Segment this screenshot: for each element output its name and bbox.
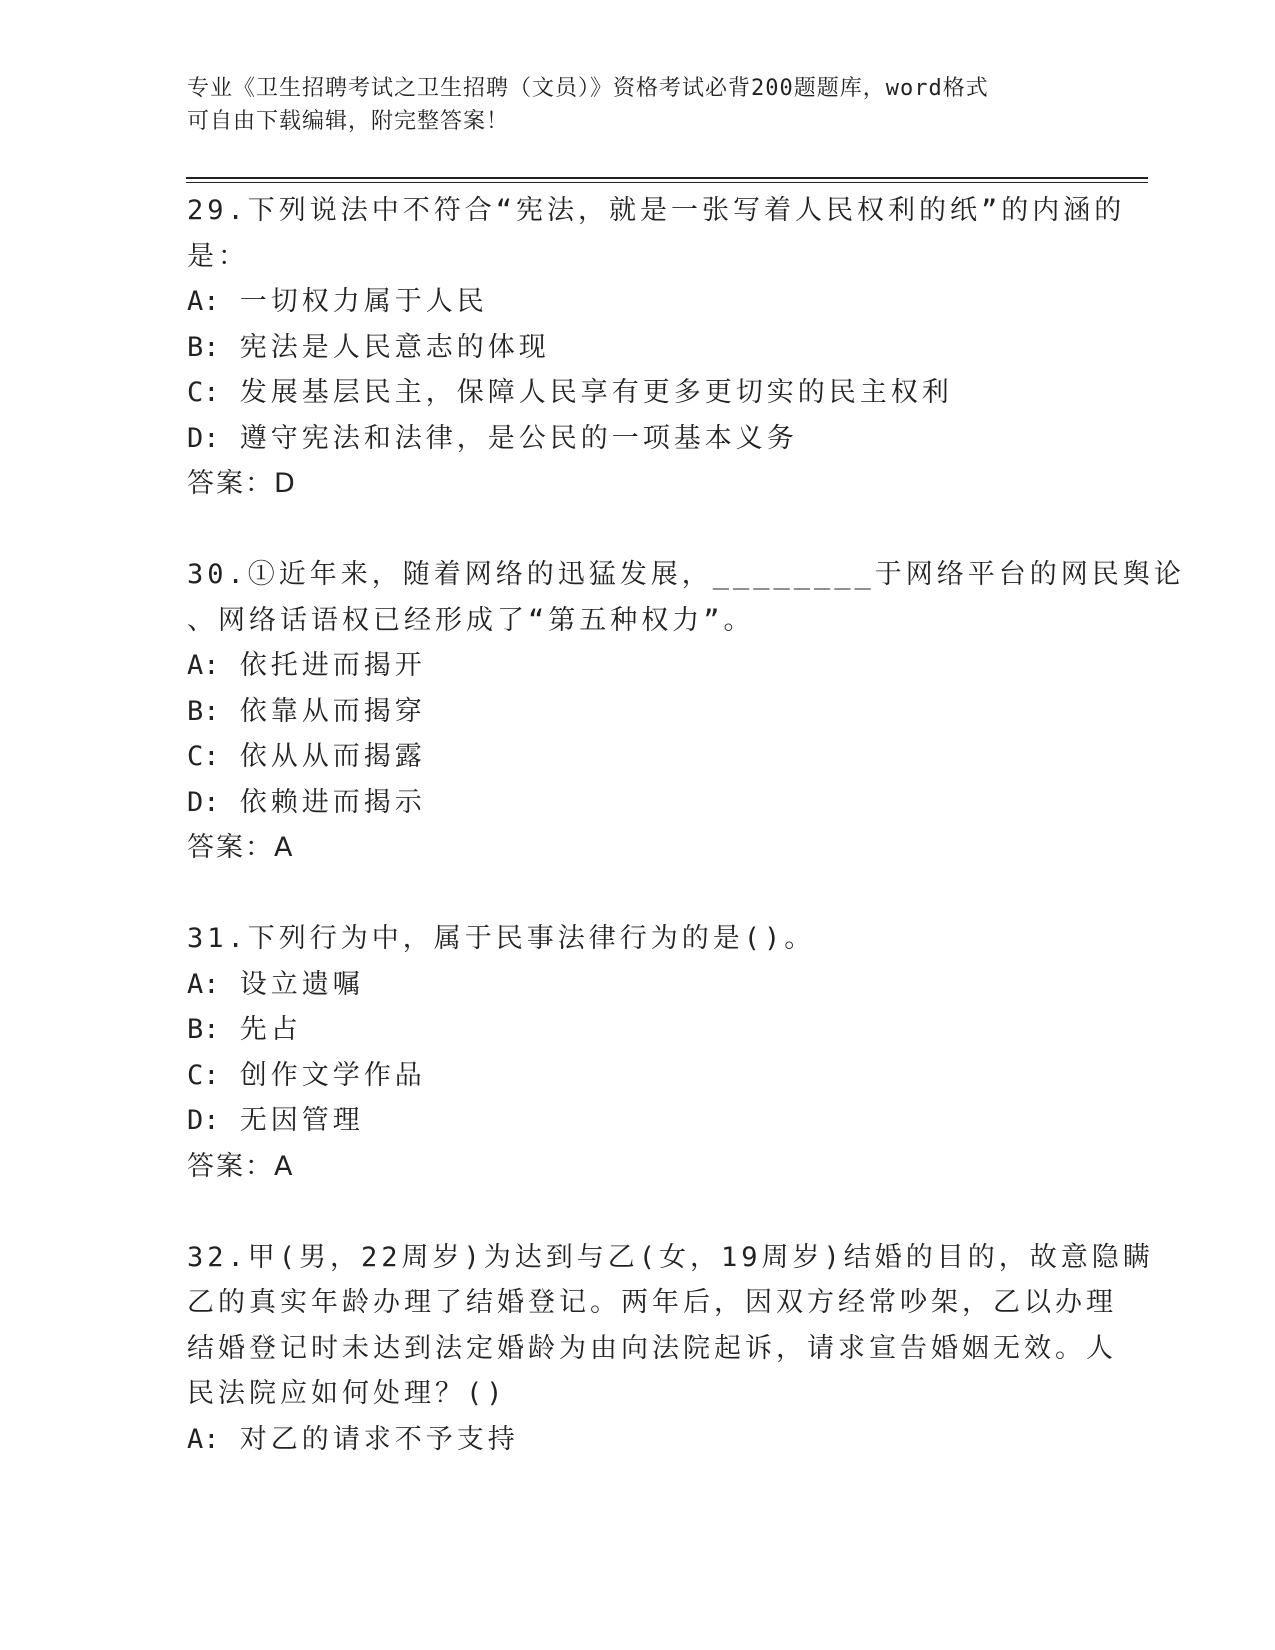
option-letter: D:	[187, 422, 220, 454]
question-text: 乙的真实年龄办理了结婚登记。两年后，因双方经常吵架，乙以办理	[187, 1287, 1117, 1318]
option-a	[187, 279, 1087, 325]
question-text: 30.①近年来，随着网络的迅猛发展，________于网络平台的网民舆论	[187, 559, 1185, 590]
option-b	[187, 325, 1087, 371]
question-item	[187, 1235, 1154, 1463]
option-letter: B:	[187, 331, 220, 363]
spacer	[187, 871, 1087, 917]
question-list	[187, 188, 1185, 1462]
option-text: 宪法是人民意志的体现	[239, 331, 550, 363]
answer-text: 答案：D	[187, 468, 297, 499]
option-letter: C:	[187, 1059, 220, 1091]
option-a	[187, 962, 1087, 1008]
option-b	[187, 1007, 1087, 1053]
spacer	[187, 1189, 1087, 1235]
option-text: 依从从而揭露	[239, 741, 426, 772]
header-divider	[186, 177, 1148, 179]
document-header	[187, 72, 1067, 138]
question-text: 32.甲(男，22周岁)为达到与乙(女，19周岁)结婚的目的，故意隐瞒	[187, 1241, 1154, 1273]
question-text: 、网络话语权已经形成了“第五种权力”。	[187, 604, 755, 636]
answer-text: 答案：A	[187, 832, 295, 863]
option-text: 对乙的请求不予支持	[239, 1423, 519, 1455]
option-d	[187, 780, 1087, 826]
spacer	[187, 507, 1087, 553]
question-item	[187, 916, 1087, 1189]
question-text: 是：	[187, 240, 249, 272]
option-d	[187, 1098, 1087, 1144]
option-a	[187, 1417, 1087, 1463]
option-d	[187, 416, 1087, 462]
option-letter: C:	[187, 377, 220, 408]
option-letter: B:	[187, 1014, 220, 1045]
option-text: 创作文学作品	[239, 1059, 426, 1091]
option-c	[187, 370, 1087, 416]
header-line: 专业《卫生招聘考试之卫生招聘（文员）》资格考试必背200题题库，word格式	[187, 76, 989, 101]
option-text: 先占	[239, 1014, 302, 1045]
option-text: 一切权力属于人民	[239, 286, 488, 317]
question-item	[187, 188, 1126, 507]
question-item	[187, 552, 1185, 871]
option-letter: B:	[187, 695, 220, 727]
option-c	[187, 734, 1087, 780]
question-text: 民法院应如何处理？()	[187, 1378, 507, 1409]
answer-text: 答案：A	[187, 1150, 295, 1182]
option-letter: C:	[187, 741, 220, 772]
option-letter: D:	[187, 786, 220, 818]
option-letter: A:	[187, 968, 220, 1000]
option-text: 无因管理	[239, 1105, 364, 1136]
question-text: 31.下列行为中，属于民事法律行为的是()。	[187, 923, 816, 954]
header-line: 可自由下载编辑，附完整答案！	[187, 109, 510, 134]
option-c	[187, 1053, 1087, 1099]
option-text: 依靠从而揭穿	[239, 695, 426, 727]
question-text: 29.下列说法中不符合“宪法，就是一张写着人民权利的纸”的内涵的	[187, 195, 1126, 226]
option-b	[187, 689, 1087, 735]
option-letter: A:	[187, 650, 220, 681]
option-letter: D:	[187, 1105, 220, 1136]
question-text: 结婚登记时未达到法定婚龄为由向法院起诉，请求宣告婚姻无效。人	[187, 1332, 1117, 1364]
option-text: 设立遗嘱	[239, 968, 364, 1000]
option-text: 发展基层民主，保障人民享有更多更切实的民主权利	[239, 377, 953, 408]
option-text: 依赖进而揭示	[239, 786, 426, 818]
option-text: 依托进而揭开	[239, 650, 426, 681]
option-a	[187, 643, 1087, 689]
option-text: 遵守宪法和法律，是公民的一项基本义务	[239, 422, 798, 454]
header-divider-thin	[186, 182, 1148, 183]
option-letter: A:	[187, 286, 220, 317]
option-letter: A:	[187, 1423, 220, 1455]
